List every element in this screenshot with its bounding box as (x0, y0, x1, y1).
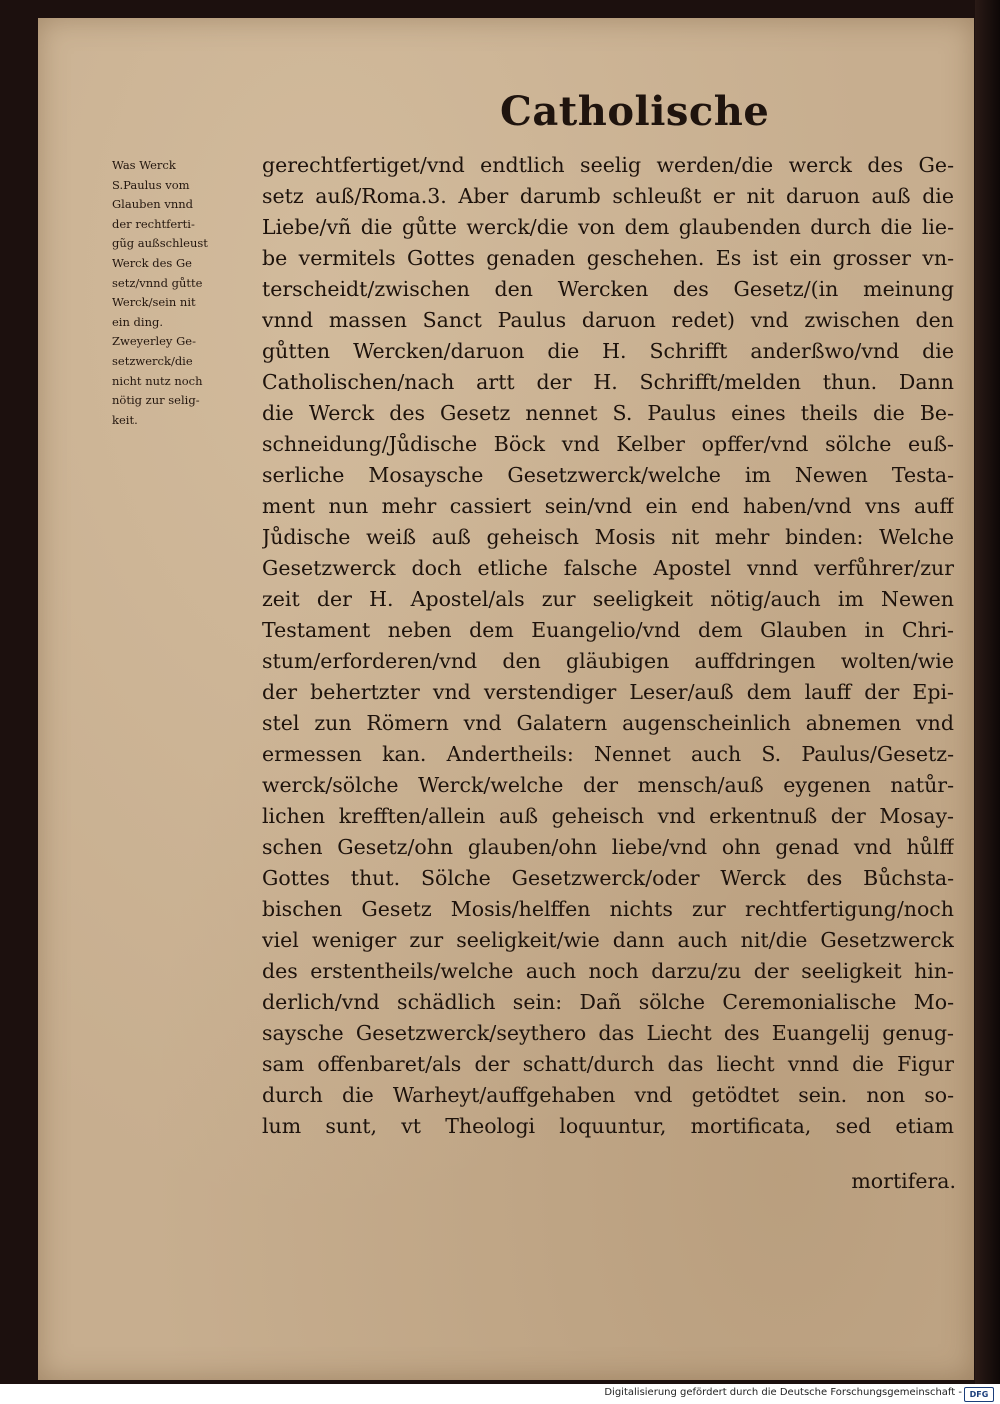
text-line: des erstentheils/welche auch noch darzu/zu der seeligkeit hin- (262, 959, 954, 983)
side-note-line: Was Werck (112, 158, 176, 172)
text-line: ment nun mehr cassiert sein/vnd ein end haben/vnd vns auff (262, 494, 954, 518)
text-line: Testament neben dem Euangelio/vnd dem Glauben in Chri- (262, 618, 954, 642)
marginal-notes (112, 156, 266, 430)
text-line: Catholischen/nach artt der H. Schrifft/melden thun. Dann (262, 370, 954, 394)
side-note-line: Werck des Ge (112, 255, 192, 270)
text-line: Gottes thut. Sölche Gesetzwerck/oder Werck des Bůchsta- (262, 866, 954, 890)
side-note-line: setz/vnnd gůtte (112, 275, 203, 290)
text-line: setz auß/Roma.3. Aber darumb schleußt er nit daruon auß die (262, 184, 954, 208)
book-edge (975, 0, 1000, 1384)
text-line: Gesetzwerck doch etliche falsche Apostel vnnd verfůhrer/zur (262, 556, 954, 580)
text-line: sam offenbaret/als der schatt/durch das liecht vnnd die Figur (262, 1052, 954, 1076)
side-note-line: Zweyerley Ge- (112, 334, 196, 349)
text-line: viel weniger zur seeligkeit/wie dann auch nit/die Gesetzwerck (262, 928, 954, 952)
footer-bar (0, 1384, 1000, 1404)
text-line: stel zun Römern vnd Galatern augenscheinlich abnemen vnd (262, 711, 954, 735)
running-head: Catholische (500, 88, 770, 135)
text-line: bischen Gesetz Mosis/helffen nichts zur rechtfertigung/noch (262, 897, 954, 921)
text-line: zeit der H. Apostel/als zur seeligkeit nötig/auch im Newen (262, 587, 954, 611)
side-note-line: nötig zur selig- (112, 393, 200, 408)
text-line: terscheidt/zwischen den Wercken des Gesetz/(in meinung (262, 277, 954, 301)
side-note-line: S.Paulus vom (112, 177, 190, 192)
text-line: schneidung/Jůdische Böck vnd Kelber opffer/vnd sölche euß- (262, 432, 954, 456)
text-line: vnnd massen Sanct Paulus daruon redet) vnd zwischen den (262, 308, 954, 332)
side-note-line: gũg außschleust (112, 236, 208, 251)
text-line: Jůdische weiß auß geheisch Mosis nit mehr binden: Welche (262, 525, 954, 549)
text-line: der behertzter vnd verstendiger Leser/auß dem lauff der Epi- (262, 680, 954, 704)
text-line: werck/sölche Werck/welche der mensch/auß eygenen natůr- (262, 773, 954, 797)
body-text (262, 150, 954, 1142)
text-line: die Werck des Gesetz nennet S. Paulus eines theils die Be- (262, 401, 954, 425)
text-line: durch die Warheyt/auffgehaben vnd getödtet sein. non so- (262, 1083, 954, 1107)
text-line: gerechtfertiget/vnd endtlich seelig werden/die werck des Ge- (262, 153, 954, 177)
text-line: schen Gesetz/ohn glauben/ohn liebe/vnd ohn genad vnd hůlff (262, 835, 954, 859)
footer-credit: Digitalisierung gefördert durch die Deutsche Forschungsgemeinschaft - (604, 1387, 962, 1398)
text-line: Liebe/vñ die gůtte werck/die von dem glaubenden durch die lie- (262, 215, 954, 239)
side-note-line: keit. (112, 412, 138, 427)
text-line: be vermitels Gottes genaden geschehen. Es ist ein grosser vn- (262, 246, 954, 270)
side-note-line: der rechtferti- (112, 216, 195, 231)
text-line: derlich/vnd schädlich sein: Dañ sölche Ceremonialische Mo- (262, 990, 954, 1014)
dfg-logo: DFG (964, 1387, 994, 1402)
text-line: serliche Mosaysche Gesetzwerck/welche im Newen Testa- (262, 463, 954, 487)
side-note-line: ein ding. (112, 314, 164, 329)
side-note-line: nicht nutz noch (112, 373, 203, 388)
text-line: saysche Gesetzwerck/seythero das Liecht des Euangelij genug- (262, 1021, 954, 1045)
catchword: mortifera. (851, 1169, 956, 1193)
side-note-line: setzwerck/die (112, 353, 193, 368)
text-line: ermessen kan. Andertheils: Nennet auch S. Paulus/Gesetz- (262, 742, 954, 766)
text-line: lichen krefften/allein auß geheisch vnd erkentnuß der Mosay- (262, 804, 954, 828)
side-note-line: Glauben vnnd (112, 197, 194, 212)
text-line: gůtten Wercken/daruon die H. Schrifft anderßwo/vnd die (262, 339, 954, 363)
text-line: lum sunt, vt Theologi loquuntur, mortificata, sed etiam (262, 1114, 954, 1138)
side-note-line: Werck/sein nit (112, 295, 196, 310)
text-line: stum/erforderen/vnd den gläubigen auffdringen wolten/wie (262, 649, 954, 673)
